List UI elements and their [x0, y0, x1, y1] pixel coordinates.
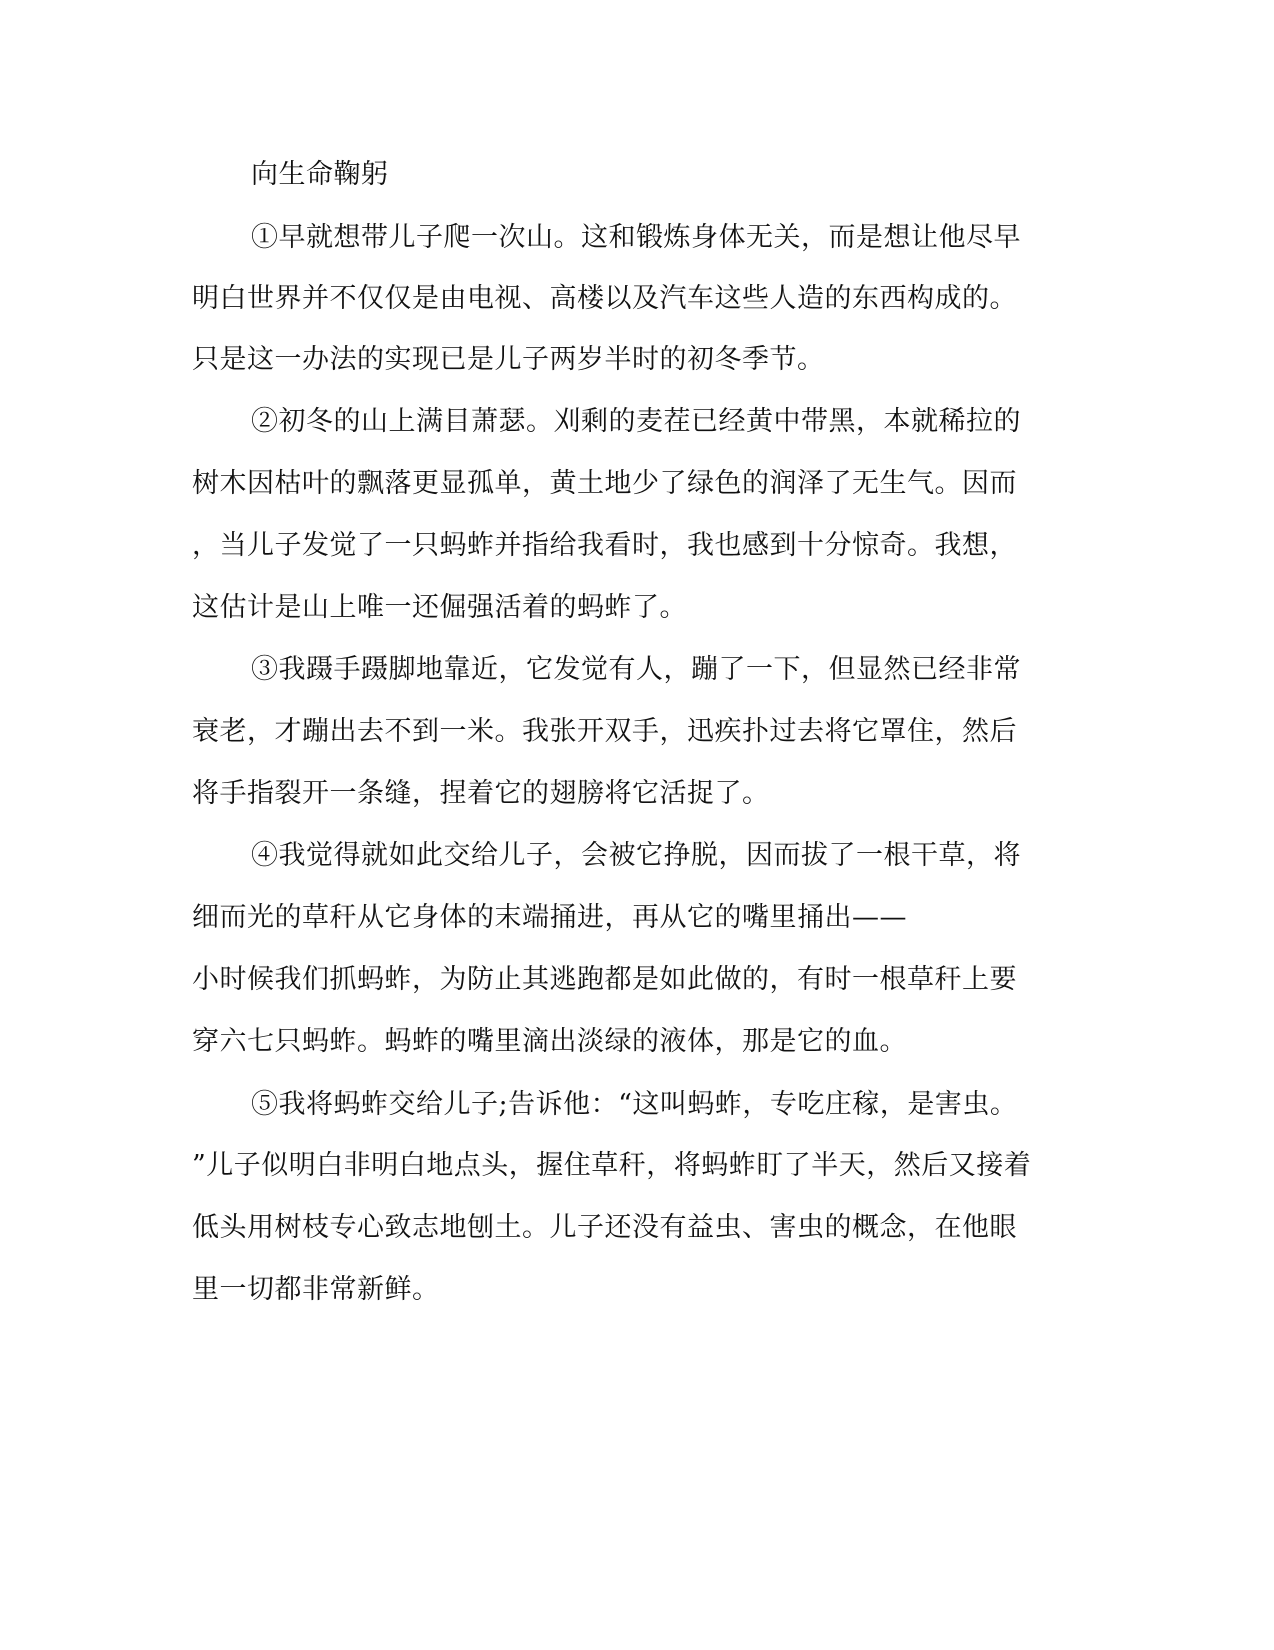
paragraph-line: ①早就想带儿子爬一次山。这和锻炼身体无关，而是想让他尽早	[251, 222, 1021, 253]
paragraph-line: 穿六七只蚂蚱。蚂蚱的嘴里滴出淡绿的液体，那是它的血。	[192, 1026, 907, 1057]
paragraph-line: 将手指裂开一条缝，捏着它的翅膀将它活捉了。	[192, 778, 770, 809]
paragraph-line: ③我蹑手蹑脚地靠近，它发觉有人，蹦了一下，但显然已经非常	[251, 654, 1021, 685]
paragraph-line: ②初冬的山上满目萧瑟。刈剩的麦茬已经黄中带黑，本就稀拉的	[251, 406, 1021, 437]
paragraph-line: ④我觉得就如此交给儿子，会被它挣脱，因而拔了一根干草，将	[251, 840, 1021, 871]
paragraph-line: 衰老，才蹦出去不到一米。我张开双手，迅疾扑过去将它罩住，然后	[192, 716, 1017, 747]
paragraph-line: 树木因枯叶的飘落更显孤单，黄土地少了绿色的润泽了无生气。因而	[192, 468, 1017, 499]
paragraph-line: 只是这一办法的实现已是儿子两岁半时的初冬季节。	[192, 344, 825, 375]
paragraph-line: 里一切都非常新鲜。	[192, 1274, 440, 1305]
paragraph-line: 明白世界并不仅仅是由电视、高楼以及汽车这些人造的东西构成的。	[192, 283, 1017, 314]
paragraph-line: 细而光的草秆从它身体的末端捅进，再从它的嘴里捅出——	[192, 902, 907, 933]
paragraph-line: ⑤我将蚂蚱交给儿子;告诉他：“这叫蚂蚱，专吃庄稼，是害虫。	[251, 1089, 1018, 1120]
paragraph-line: 小时候我们抓蚂蚱，为防止其逃跑都是如此做的，有时一根草秆上要	[192, 964, 1017, 995]
document-title: 向生命鞠躬	[251, 159, 389, 190]
paragraph-line: 低头用树枝专心致志地刨土。儿子还没有益虫、害虫的概念，在他眼	[192, 1212, 1017, 1243]
paragraph-line: 这估计是山上唯一还倔强活着的蚂蚱了。	[192, 592, 687, 623]
paragraph-line: ，当儿子发觉了一只蚂蚱并指给我看时，我也感到十分惊奇。我想，	[192, 530, 1017, 561]
paragraph-line: ”儿子似明白非明白地点头，握住草秆，将蚂蚱盯了半天，然后又接着	[192, 1150, 1032, 1181]
